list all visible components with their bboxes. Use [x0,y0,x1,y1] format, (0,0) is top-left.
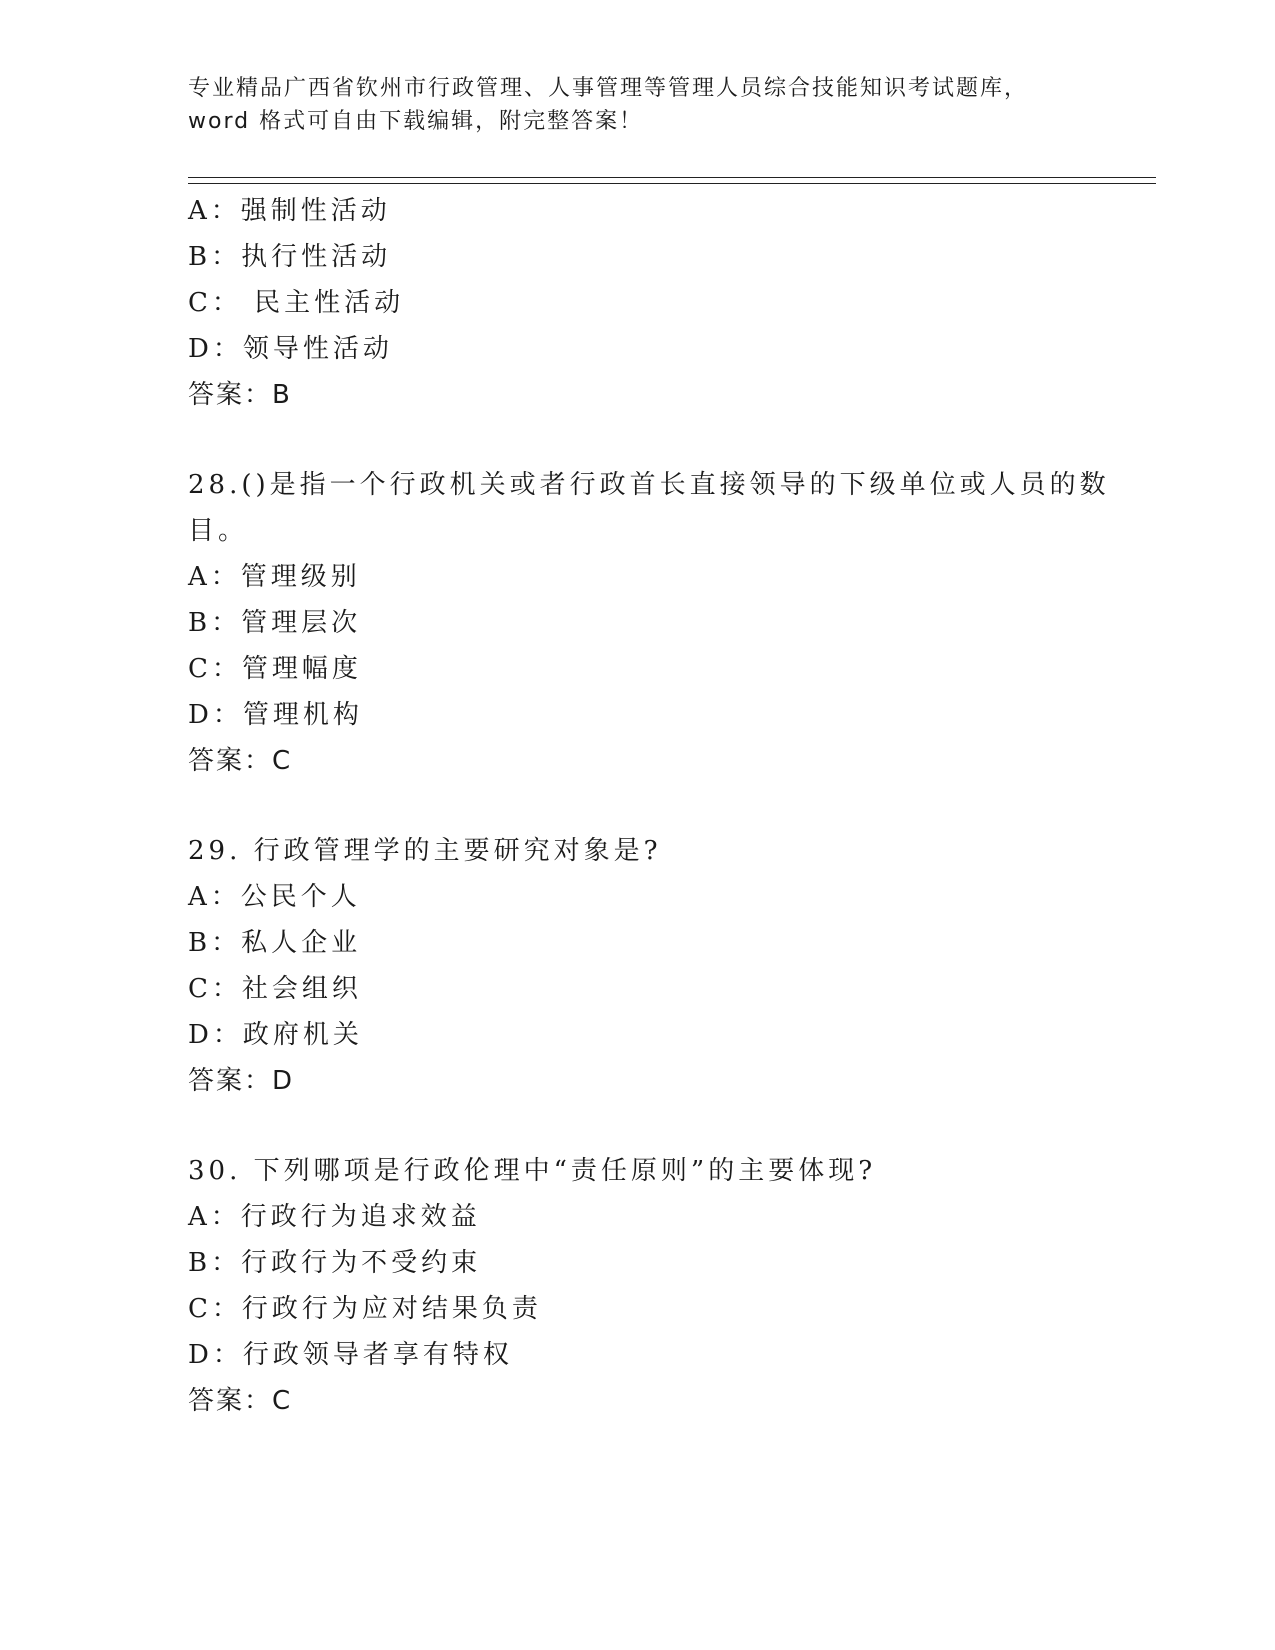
header-divider-bottom [188,183,1156,184]
question-30 [188,1148,1088,1424]
option-b: B：私人企业 [188,928,362,958]
header-title-line-2: word 格式可自由下载编辑，附完整答案！ [188,109,644,134]
option-c: C： 民主性活动 [188,288,405,318]
document-header [188,72,1088,138]
question-28 [188,462,1110,784]
option-c: C：行政行为应对结果负责 [188,1294,542,1324]
option-a: A：公民个人 [188,882,361,912]
question-stem: 29. 行政管理学的主要研究对象是? [188,836,662,866]
option-a: A：强制性活动 [188,196,391,226]
option-b: B：行政行为不受约束 [188,1248,482,1278]
question-27-tail [188,188,1088,418]
option-a: A：管理级别 [188,562,361,592]
answer-line: 答案：B [188,380,292,410]
question-spacer [188,784,1088,828]
header-divider-top [188,177,1156,178]
option-b: B：管理层次 [188,608,362,638]
answer-line: 答案：D [188,1066,295,1096]
option-c: C：社会组织 [188,974,362,1004]
option-d: D：政府机关 [188,1020,363,1050]
header-title-line-1: 专业精品广西省钦州市行政管理、人事管理等管理人员综合技能知识考试题库， [188,76,1029,101]
question-list [188,188,1110,1424]
question-stem: 30. 下列哪项是行政伦理中“责任原则”的主要体现? [188,1156,877,1186]
question-stem: 28.()是指一个行政机关或者行政首长直接领导的下级单位或人员的数 [188,470,1110,500]
option-d: D：领导性活动 [188,334,393,364]
option-b: B：执行性活动 [188,242,392,272]
option-d: D：行政领导者享有特权 [188,1340,513,1370]
answer-line: 答案：C [188,746,293,776]
answer-line: 答案：C [188,1386,293,1416]
option-c: C：管理幅度 [188,654,362,684]
option-d: D：管理机构 [188,700,363,730]
question-spacer [188,1104,1088,1148]
option-a: A：行政行为追求效益 [188,1202,481,1232]
question-29 [188,828,1088,1104]
question-stem-continued: 目。 [188,516,249,546]
question-spacer [188,418,1088,462]
